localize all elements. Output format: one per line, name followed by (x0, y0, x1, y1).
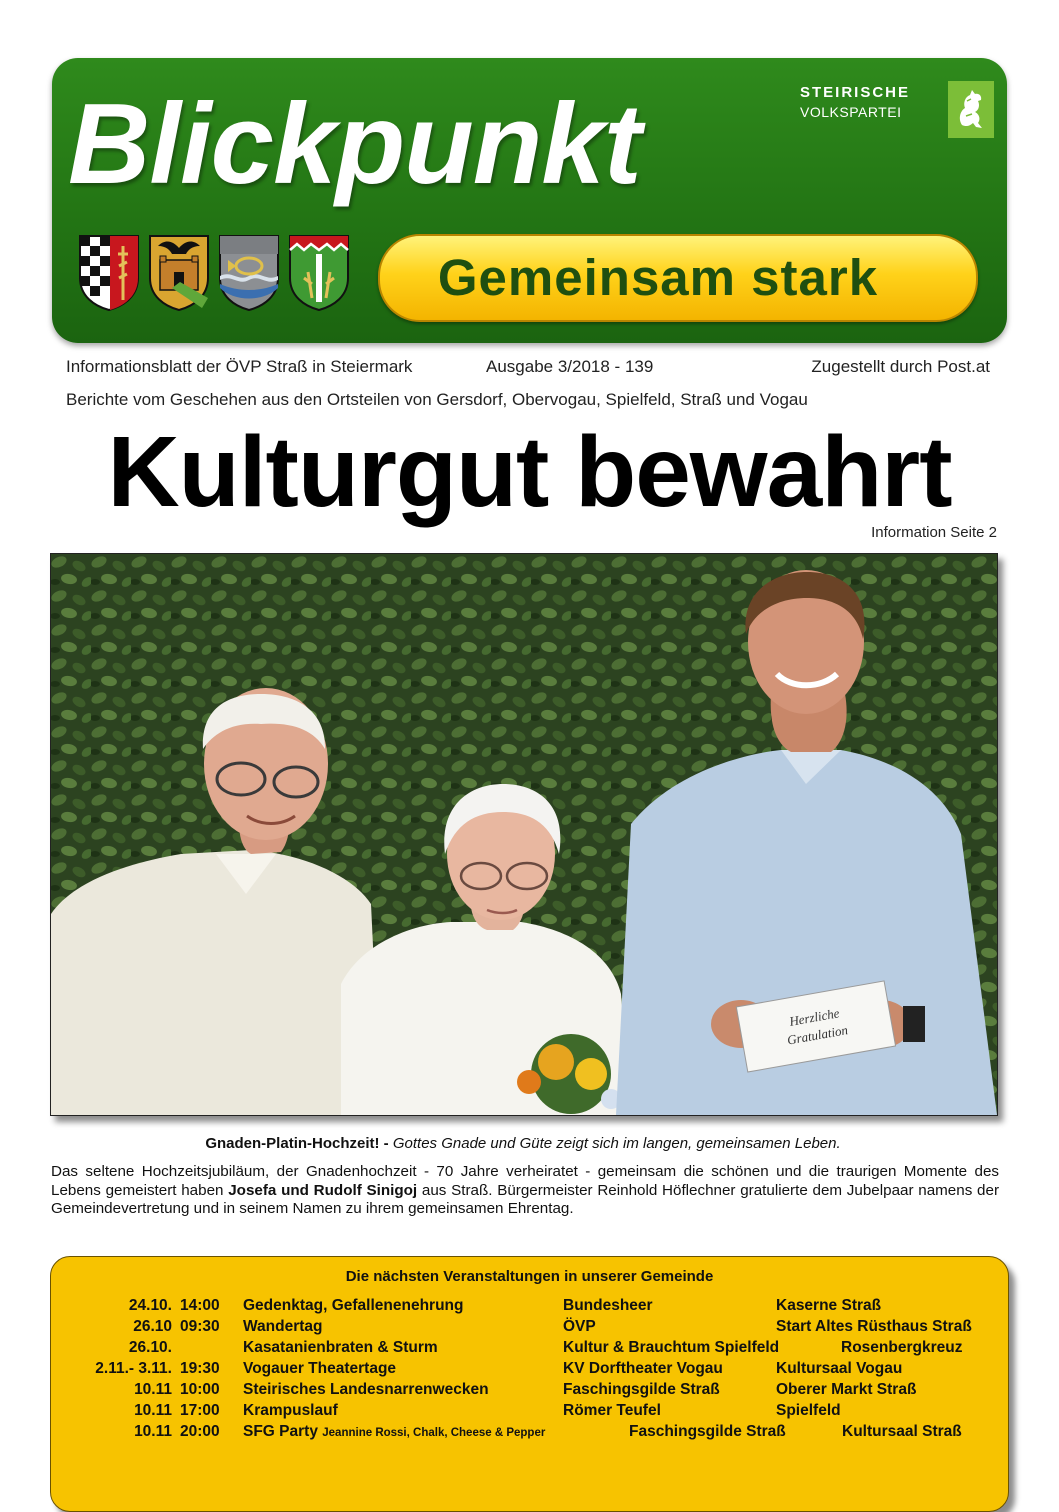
event-time: 17:00 (180, 1402, 220, 1419)
event-time: 19:30 (180, 1360, 220, 1377)
masthead (52, 58, 1007, 343)
event-organizer: ÖVP (563, 1318, 596, 1335)
issue-number: Ausgabe 3/2018 - 139 (486, 357, 654, 376)
article-text (51, 1163, 999, 1219)
event-date: 26.10 (133, 1318, 172, 1335)
photo-caption (50, 1135, 996, 1152)
event-date: 24.10. (128, 1297, 172, 1314)
party-name-line1: STEIRISCHE (800, 84, 911, 101)
event-date: 2.11.- 3.11. (95, 1360, 172, 1377)
slogan-text: Gemeinsam stark (437, 249, 879, 306)
envelope-text-line2: Gratulation (785, 1022, 849, 1048)
municipal-crests (78, 232, 350, 314)
event-organizer: Faschingsgilde Straß (563, 1381, 720, 1398)
event-organizer: Bundesheer (563, 1297, 653, 1314)
events-title: Die nächsten Veranstaltungen in unserer Gemeinde (345, 1268, 714, 1285)
publication-info (66, 357, 998, 379)
slogan-banner (378, 234, 978, 322)
event-time: 20:00 (180, 1423, 220, 1440)
caption-title: Gnaden-Platin-Hochzeit! - (205, 1135, 389, 1152)
event-title: Kasatanienbraten & Sturm (243, 1339, 438, 1356)
crest-eagle-castle-icon (148, 232, 210, 312)
event-row (51, 1381, 1008, 1403)
main-headline: Kulturgut bewahrt (107, 416, 952, 528)
reports-subtitle: Berichte vom Geschehen aus den Ortsteilen von Gersdorf, Obervogau, Spielfeld, Straß und Vogau (66, 390, 808, 409)
event-organizer: KV Dorftheater Vogau (563, 1360, 723, 1377)
delivery-note: Zugestellt durch Post.at (811, 357, 990, 376)
newsletter-title: Blickpunkt (68, 81, 641, 208)
event-time: 14:00 (180, 1297, 220, 1314)
event-location: Kultursaal Straß (842, 1423, 962, 1440)
crest-wheat-icon (288, 232, 350, 312)
event-title: Wandertag (243, 1318, 323, 1335)
event-location: Kaserne Straß (776, 1297, 882, 1314)
event-row (51, 1318, 1008, 1340)
events-box (50, 1256, 1009, 1512)
event-row (51, 1297, 1008, 1319)
event-date: 26.10. (128, 1339, 172, 1356)
headline-page-reference: Information Seite 2 (871, 524, 997, 541)
event-location: Kultursaal Vogau (776, 1360, 903, 1377)
envelope-text-line1: Herzliche (788, 1005, 841, 1029)
event-row (51, 1360, 1008, 1382)
event-title: Steirisches Landesnarrenwecken (243, 1381, 489, 1398)
crest-checkered-icon (78, 232, 140, 312)
event-row (51, 1339, 1008, 1361)
styrian-panther-logo-icon (948, 81, 994, 138)
event-row (51, 1402, 1008, 1424)
event-title: Krampuslauf (243, 1402, 338, 1419)
event-title: Gedenktag, Gefallenenehrung (243, 1297, 464, 1314)
event-location: Spielfeld (776, 1402, 841, 1419)
crest-posthorn-icon (218, 232, 280, 312)
event-location: Start Altes Rüsthaus Straß (776, 1318, 972, 1335)
caption-description: Gottes Gnade und Güte zeigt sich im langen, gemeinsamen Leben. (392, 1135, 841, 1152)
article-names: Josefa und Rudolf Sinigoj (228, 1181, 418, 1199)
party-name-line2: VOLKSPARTEI (800, 104, 902, 120)
event-title-main: SFG Party (243, 1423, 318, 1440)
event-title-lineup: Jeannine Rossi, Chalk, Cheese & Pepper (322, 1427, 546, 1439)
event-date: 10.11 (134, 1423, 172, 1440)
event-time: 10:00 (180, 1381, 220, 1398)
event-title: Vogauer Theatertage (243, 1360, 397, 1377)
event-location: Rosenbergkreuz (841, 1339, 963, 1356)
event-time: 09:30 (180, 1318, 220, 1335)
article-part2: aus Straß. Bürgermeister Reinhold Höflechner gratulierte dem Jubelpaar namens der Gemeindevertretung und in seinem Namen zu ihrem gemeinsamen Ehrentag. (51, 1181, 999, 1217)
event-location: Oberer Markt Straß (776, 1381, 917, 1398)
event-date: 10.11 (134, 1381, 172, 1398)
event-title (243, 1423, 545, 1441)
event-row (51, 1423, 1008, 1445)
event-organizer: Faschingsgilde Straß (629, 1423, 786, 1440)
event-date: 10.11 (134, 1402, 172, 1419)
event-organizer: Römer Teufel (563, 1402, 661, 1419)
cover-photo (50, 553, 998, 1116)
article-part1: Das seltene Hochzeitsjubiläum, der Gnadenhochzeit - 70 Jahre verheiratet - gemeinsam die schönen und die traurigen Momente des Lebens gemeistert haben (51, 1163, 999, 1199)
event-organizer: Kultur & Brauchtum Spielfeld (563, 1339, 780, 1356)
publisher-text: Informationsblatt der ÖVP Straß in Steiermark (66, 357, 413, 376)
